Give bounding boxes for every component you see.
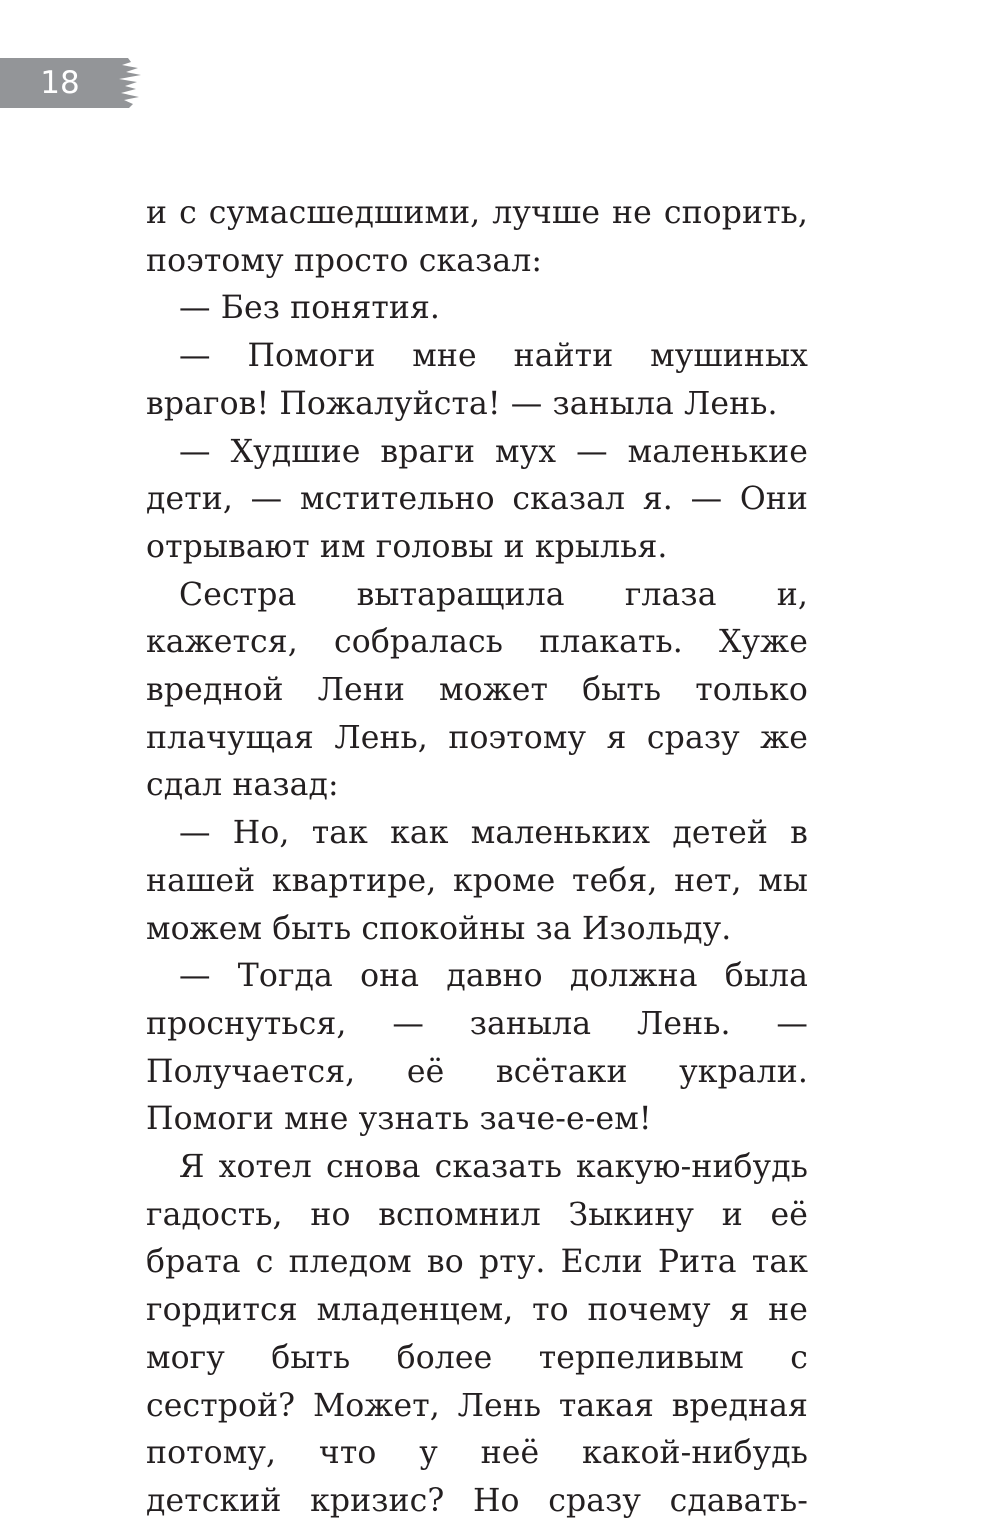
paragraph-6: — Но, так как маленьких детей в нашей квартире, кроме тебя, нет, мы можем быть спокойны за Изольду. [146, 815, 808, 947]
paragraph-8: Я хотел снова сказать какую-нибудь гадость, но вспомнил Зыкину и её брата с пледом во рту. Если Рита так гордится младенцем, то почему я не могу быть более терпеливым с сестрой? Может, Лень такая вредная потому, что у неё какой-нибудь детский кризис? Но сразу сдавать- [146, 1149, 808, 1519]
paragraph-5: Сестра вытаращила глаза и, кажется, собралась плакать. Хуже вредной Лени может быть только плачущая Лень, поэтому я сразу же сдал назад: [146, 576, 808, 804]
paragraph-3: — Помоги мне найти мушиных врагов! Пожалуйста! — заныла Лень. [146, 338, 808, 422]
paragraph-7: — Тогда она давно должна была проснуться, — заныла Лень. — Получается, её всётаки украли. Помоги мне узнать заче-е-ем! [146, 958, 808, 1138]
paragraph-4: — Худшие враги мух — маленькие дети, — мстительно сказал я. — Они отрывают им головы и крылья. [146, 433, 808, 565]
page-number: 18 [40, 65, 80, 101]
paragraph-1: и с сумасшедшими, лучше не спорить, поэтому просто сказал: [146, 195, 808, 279]
paragraph-2: — Без понятия. [179, 290, 441, 327]
body-text [146, 190, 808, 1519]
